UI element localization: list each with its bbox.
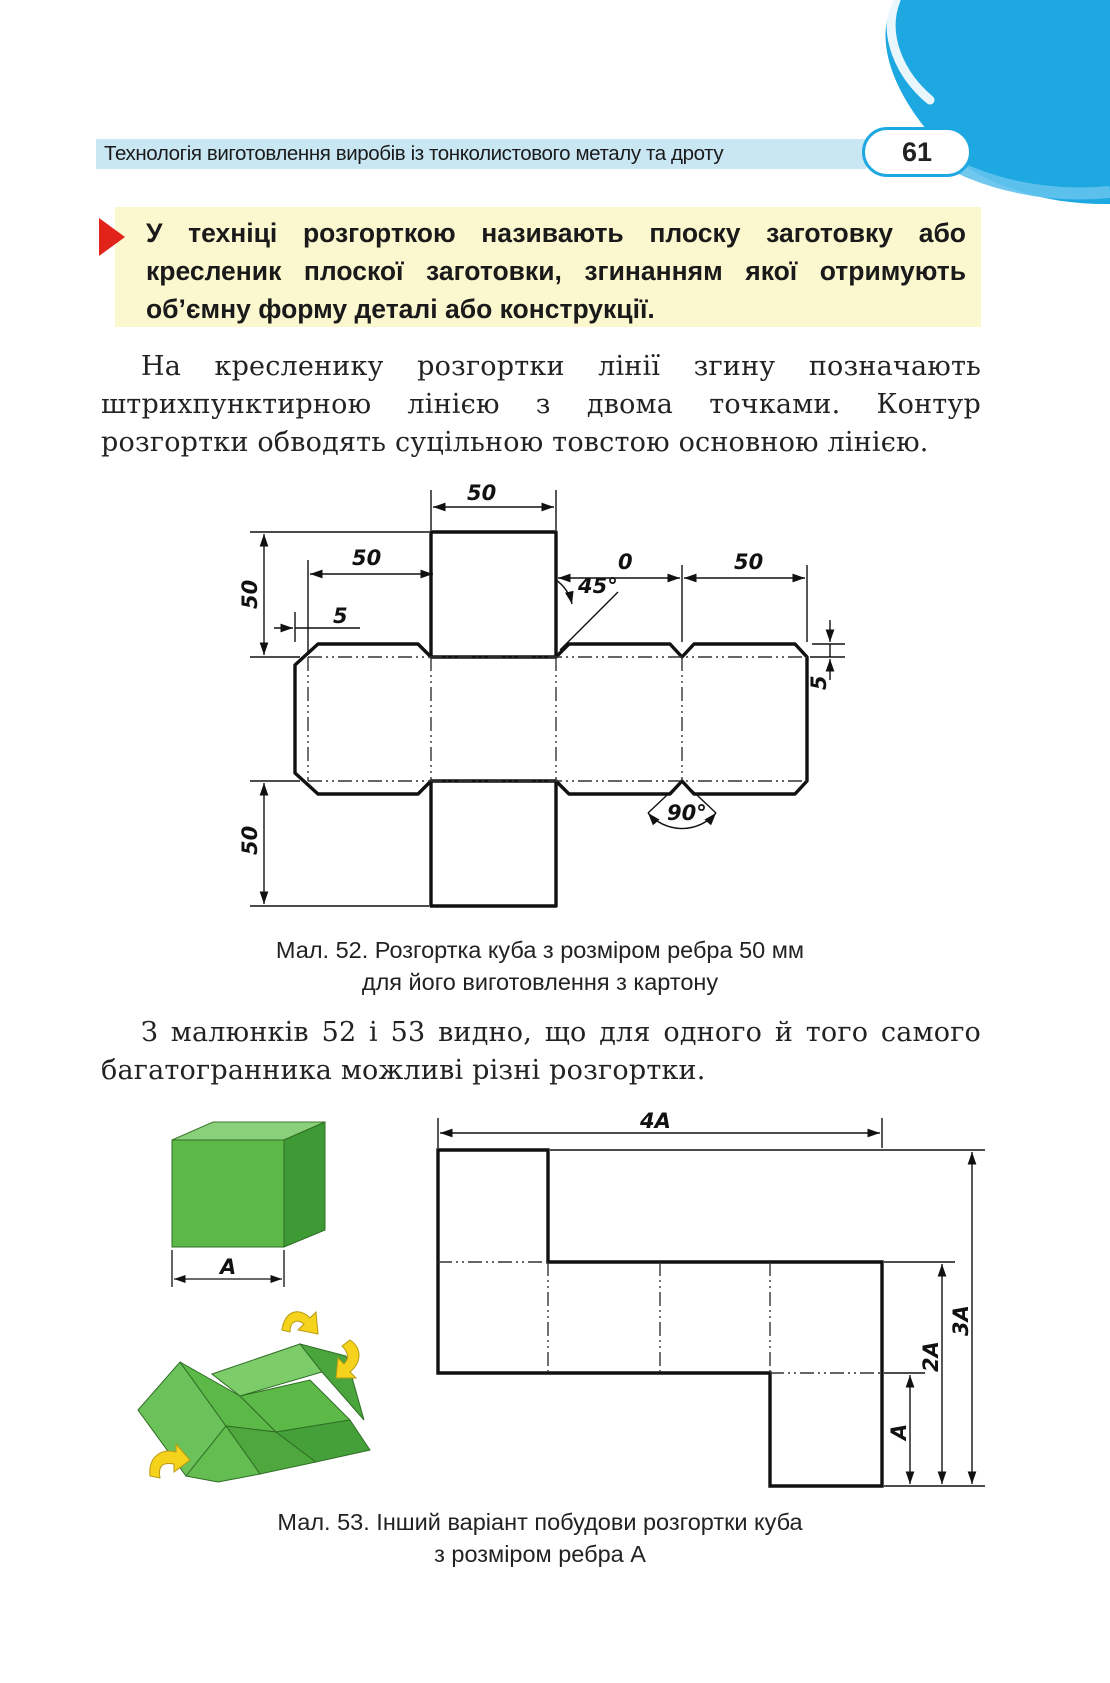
- cube-edge-label: A: [220, 1255, 237, 1279]
- green-cube-illustration: [172, 1122, 325, 1287]
- figure-53-drawing: [0, 1100, 1110, 1500]
- dim-height-a: A: [887, 1423, 911, 1440]
- left-face-contour: [295, 644, 431, 794]
- dim-left-height-bottom: 50: [238, 825, 262, 855]
- figure-52-caption: [180, 934, 900, 998]
- dim-right-offset: 5: [807, 675, 831, 690]
- figure-52-caption-line-1: Мал. 52. Розгортка куба з розміром ребра 50 мм: [275, 937, 805, 963]
- paragraph-1: На кресленику розгортки лінії згину позначають штрихпунктирною лінією з двома точками. Контур розгортки обводять суцільною товстою основною лінією.: [101, 351, 981, 458]
- page-number: 61: [862, 127, 972, 177]
- dim-mid-zero: 0: [618, 550, 633, 574]
- dim-left-height-top: 50: [238, 579, 262, 609]
- running-header-title: Технологія виготовлення виробів із тонколистового металу та дроту: [104, 142, 724, 165]
- dim-height-3a: 3A: [949, 1305, 973, 1336]
- dim-width-4a: 4A: [640, 1109, 671, 1133]
- dim-flap-width: 50: [352, 546, 382, 570]
- bottom-face: [431, 781, 556, 906]
- figure-53-caption: [180, 1506, 900, 1570]
- dim-right-width: 50: [734, 550, 764, 574]
- dim-angle-45: 45°: [578, 574, 618, 598]
- dim-height-2a: 2A: [919, 1341, 943, 1372]
- dim-top-width: 50: [467, 481, 497, 505]
- dim-angle-90: 90°: [667, 801, 707, 825]
- dim-flap-offset: 5: [333, 604, 348, 628]
- figure-53-caption-line-1: Мал. 53. Інший варіант побудови розгортки куба: [277, 1509, 803, 1535]
- definition-text: У техніці розгорткою називають плоску заготовку або кресленик плоскої заготовки, згинанням якої отримують об’ємну форму деталі або конструкції.: [146, 218, 966, 324]
- top-face: [431, 532, 556, 657]
- figure-53-caption-line-2: з розміром ребра A: [434, 1541, 646, 1567]
- figure-52-caption-line-2: для його виготовлення з картону: [361, 969, 719, 995]
- paragraph-2: З малюнків 52 і 53 видно, що для одного й того самого багатогранника можливі різні розгортки.: [101, 1017, 981, 1086]
